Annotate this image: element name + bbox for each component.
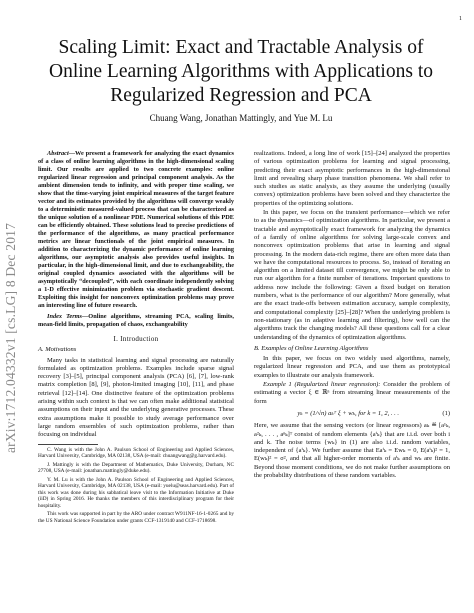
footnote-funding: This work was supported in part by the ARO under contract W911NF-16-1-0265 and by the US National Science Foundation under grants CCF-1319140 and CCF-1718698. [38,511,234,524]
abstract-label: Abstract— [47,150,75,157]
footnote-divider [38,444,98,445]
paper-title: Scaling Limit: Exact and Tractable Analysis of Online Learning Algorithms with Applications to Regularized Regression and PCA [48,37,433,106]
subsection-heading-examples: B. Examples of Online Learning Algorithms [254,344,369,352]
dynamics-paragraph: In this paper, we focus on the transient performance—which we refer to as the dynamics—of optimization algorithms. In particular, we present a tractable and asymptotically exact framework for analyzing the dynamics of a family of online algorithms for solving large-scale convex and nonconvex optimization problems that arise in learning and signal processing. In the modern data-rich regime, there are often more data than we have the computational resources to process. So, instead of iterating an algorithm on a limited dataset till convergence, we might be only able to run our algorithm for a finite number of iterations. Important questions to address now include the following: Given a fixed budget on iteration numbers, what is the performance of our algorithm? More generally, what are the exact trade-offs between estimation accuracy, sample complexity, and computational complexity [25]–[28]? When the underlying problem is non-stationary (as in adaptive learning and filtering), how well can the algorithms track the changing models? All these questions call for a clear understanding of the dynamics of optimization algorithms. [254,209,450,341]
static-analysis-paragraph: realizations. Indeed, a long line of work [15]–[24] analyzed the properties of various optimization problems for learning and signal processing, predicting their exact asymptotic performances in the high-dimensional limit and revealing sharp phase transition phenomena. We shall refer to such studies as static analysis, as they assume the underlying (usually convex) optimization problems have been solved and they characterize the properties of the optimizing solutions. [254,150,450,207]
right-column [254,150,450,481]
equation-1 [254,410,450,418]
arxiv-stamp-margin [0,0,22,613]
index-terms-label: Index Terms [47,313,82,320]
index-terms-text: —Online algorithms, streaming PCA, scaling limits, mean-field limits, propagation of chaos, exchangeability [38,313,235,328]
author-list: Chuang Wang, Jonathan Mattingly, and Yue M. Lu [149,113,333,123]
assumptions-paragraph: Here, we assume that the sensing vectors (or linear regressors) aₖ ≝ [a¹ₖ, a²ₖ, . . . , aⁿₖ]ᵀ consist of random elements {aⁱₖ} that are i.i.d. over both i and k. The noise terms {wₖ} in (1) are also i.i.d. random variables, independent of {aⁱₖ}. We further assume that Eaⁱₖ = Ewₖ = 0, E(aⁱₖ)² = 1, E(wₖ)² = σ², and that all higher-order moments of aⁱₖ and wₖ are finite. Beyond those moment conditions, we do not make further assumptions on the probability distributions of these random variables. [254,422,450,479]
intro-paragraph: Many tasks in statistical learning and signal processing are naturally formulated as optimization problems. Examples include sparse signal recovery [3]–[5], principal component analysis (PCA) [6], [7], low-rank matrix completion [8], [9], photon-limited imaging [10], [11], and phase retrieval [12]–[14]. One distinctive feature of the optimization problems arising within such context is that we can often make additional statistical assumptions on their input and the underlying generative processes. These extra assumptions make it possible to study average performance over large random ensembles of such optimization problems, rather than focusing on individual [38,356,234,439]
page-number: 1 [459,16,462,22]
example-1-label: Example 1 (Regularized linear regression): [263,381,381,389]
arxiv-stamp: arXiv:1712.04332v1 [cs.LG] 8 Dec 2017 [3,222,18,454]
abstract-text: We present a framework for analyzing the exact dynamics of a class of online learning algorithms in the high-dimensional scaling limit. Our results are applied to two concrete examples: online regularized linear regression and principal component analysis. As the ambient dimension tends to infinity, and with proper time scaling, we show that the time-varying joint empirical measures of the target feature vector and its estimates provided by the algorithms will converge weakly to a deterministic measured-valued process that can be characterized as the unique solution of a nonlinear PDE. Numerical solutions of this PDE can be efficiently obtained. These solutions lead to precise predictions of the performance of the algorithms, as many practical performance metrics are linear functionals of the joint empirical measures. In addition to characterizing the dynamic performance of online learning algorithms, our asymptotic analysis also provides useful insights. In particular, in the high-dimensional limit, and due to exchangeability, the original coupled dynamics associated with the algorithms will be asymptotically “decoupled”, with each coordinate independently solving a 1-D effective minimization problem via stochastic gradient descent. Exploiting this insight for nonconvex optimization problems may prove an interesting line of future research. [38,150,234,309]
example-1 [254,381,450,406]
examples-paragraph: In this paper, we focus on two widely used algorithms, namely, regularized linear regression and PCA, and use them as prototypical examples to illustrate our analysis framework. [254,355,450,379]
left-column [38,150,234,525]
equation-1-number: (1) [442,409,450,417]
section-heading-introduction: I. Introduction [113,335,159,343]
subsection-heading-motivations: A. Motivations [38,346,77,354]
abstract [38,150,234,310]
index-terms [38,313,234,329]
footnote-mattingly: J. Mattingly is with the Department of Mathematics, Duke University, Durham, NC 27708, USA (e-mail: jonathan.mattingly@duke.edu). [38,461,234,475]
equation-1-body: yₖ = (1/√n) aₖᵀ ξ + wₖ, for k = 1, 2, . . . [297,409,400,417]
footnote-lu: Y. M. Lu is with the John A. Paulson School of Engineering and Applied Sciences, Harvard University, Cambridge, MA 02138, USA (e-mail: yuelu@seas.harvard.edu). Part of this work was done during his sabbatical leave visit to the Information Initiative at Duke (iiD) in Spring 2016. He thanks the members of this interdisciplinary program for their hospitality. [38,476,234,509]
example-1-text: Consider the problem of estimating a vector ξ ∈ ℝⁿ from streaming linear measurements of the form [254,381,450,405]
footnote-wang: C. Wang is with the John A. Paulson School of Engineering and Applied Sciences, Harvard University, Cambridge, MA 02138, USA (e-mail: chuangwang@g.harvard.edu). [38,446,234,460]
